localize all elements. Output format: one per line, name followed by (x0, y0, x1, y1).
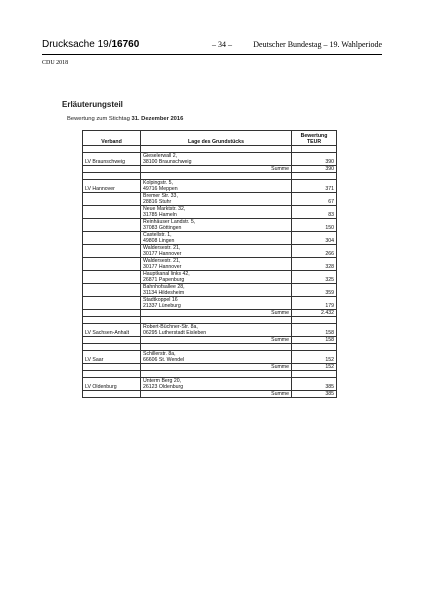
verband-cell-empty (83, 284, 141, 297)
address-street: Kolpingstr. 5, (143, 180, 173, 186)
group-spacer (83, 344, 337, 351)
sum-row (83, 391, 337, 398)
value-cell: 328 (292, 258, 337, 271)
page-header (42, 39, 382, 53)
verband-cell: LV Braunschweig (83, 153, 141, 166)
sum-row (83, 166, 337, 173)
spacer-cell (83, 371, 141, 378)
address-cell (141, 219, 292, 232)
table-row (83, 258, 337, 271)
group-spacer (83, 317, 337, 324)
address-street: Robert-Büchner-Str. 8a, (143, 324, 198, 330)
table-row (83, 297, 337, 310)
address-cell (141, 378, 292, 391)
page-number: – 34 – (212, 40, 232, 49)
value-cell: 83 (292, 206, 337, 219)
address-street: Hauptkanal links 42, (143, 271, 190, 277)
verband-cell-empty (83, 258, 141, 271)
spacer-cell (141, 344, 292, 351)
table-row (83, 378, 337, 391)
header-bewertung-label: Bewertung (300, 133, 328, 139)
spacer-cell (292, 344, 337, 351)
address-cell (141, 245, 292, 258)
address-street: Castellstr. 1, (143, 232, 172, 238)
value-cell: 179 (292, 297, 337, 310)
address-city: 26871 Papenburg (143, 277, 185, 283)
address-street: Reinhäuser Landstr. 5, (143, 219, 196, 225)
sum-empty-cell (83, 364, 141, 371)
property-table (82, 130, 336, 398)
value-cell: 67 (292, 193, 337, 206)
party-year-label: CDU 2018 (42, 60, 69, 66)
table-row (83, 351, 337, 364)
header-bewertung (292, 131, 337, 146)
address-city: 30177 Hannover (143, 264, 182, 270)
address-street: Bremer Str. 33, (143, 193, 178, 199)
sum-label: Summe (141, 166, 292, 173)
table-row (83, 206, 337, 219)
table-row (83, 324, 337, 337)
table-row (83, 271, 337, 284)
address-street: Schillerstr. 8a, (143, 351, 176, 357)
address-cell (141, 206, 292, 219)
verband-cell-empty (83, 206, 141, 219)
value-cell: 152 (292, 351, 337, 364)
sum-empty-cell (83, 310, 141, 317)
address-city: 26123 Oldenburg (143, 384, 184, 390)
address-cell (141, 232, 292, 245)
sum-value: 158 (292, 337, 337, 344)
group-spacer (83, 371, 337, 378)
address-cell (141, 153, 292, 166)
sum-row (83, 310, 337, 317)
address-street: Gieselerwall 2, (143, 153, 178, 159)
verband-cell-empty (83, 193, 141, 206)
document-reference (42, 39, 139, 50)
sum-value: 385 (292, 391, 337, 398)
address-city: 21337 Lüneburg (143, 303, 181, 309)
address-street: Bahnhofsallee 28, (143, 284, 185, 290)
verband-cell: LV Saar (83, 351, 141, 364)
sum-empty-cell (83, 391, 141, 398)
header-lage: Lage des Grundstücks (141, 131, 292, 146)
sum-row (83, 364, 337, 371)
table-row (83, 193, 337, 206)
address-city: 38100 Braunschweig (143, 159, 192, 165)
sum-label: Summe (141, 337, 292, 344)
section-title: Erläuterungsteil (62, 100, 123, 109)
address-city: 06295 Lutherstadt Eisleben (143, 330, 207, 336)
address-city: 66606 St. Wendel (143, 357, 185, 363)
sum-empty-cell (83, 337, 141, 344)
value-cell: 385 (292, 378, 337, 391)
address-city: 49716 Meppen (143, 186, 178, 192)
sum-label: Summe (141, 391, 292, 398)
spacer-cell (83, 173, 141, 180)
valuation-note (67, 116, 183, 122)
sum-label: Summe (141, 310, 292, 317)
address-cell (141, 193, 292, 206)
sum-value: 2.432 (292, 310, 337, 317)
sum-label: Summe (141, 364, 292, 371)
spacer-cell (141, 173, 292, 180)
spacer-cell (292, 371, 337, 378)
address-cell (141, 271, 292, 284)
spacer-cell (83, 317, 141, 324)
address-city: 28816 Stuhr (143, 199, 172, 205)
value-cell: 359 (292, 284, 337, 297)
address-city: 31785 Hameln (143, 212, 177, 218)
value-cell: 371 (292, 180, 337, 193)
address-street: Waldersestr. 21, (143, 258, 181, 264)
verband-cell: LV Oldenburg (83, 378, 141, 391)
value-cell: 304 (292, 232, 337, 245)
sum-empty-cell (83, 166, 141, 173)
group-spacer (83, 173, 337, 180)
verband-cell-empty (83, 232, 141, 245)
spacer-cell (292, 173, 337, 180)
publisher: Deutscher Bundestag – 19. Wahlperiode (253, 40, 382, 49)
address-cell (141, 351, 292, 364)
verband-cell-empty (83, 245, 141, 258)
spacer-cell (83, 344, 141, 351)
group-spacer (83, 146, 337, 153)
address-city: 49808 Lingen (143, 238, 175, 244)
table-row (83, 284, 337, 297)
address-city: 31134 Hildesheim (143, 290, 185, 296)
value-cell: 158 (292, 324, 337, 337)
address-cell (141, 284, 292, 297)
verband-cell-empty (83, 271, 141, 284)
spacer-cell (292, 146, 337, 153)
sum-value: 152 (292, 364, 337, 371)
header-verband: Verband (83, 131, 141, 146)
address-city: 30177 Hannover (143, 251, 182, 257)
address-city: 37083 Göttingen (143, 225, 182, 231)
table-row (83, 232, 337, 245)
address-street: Neue Marktstr. 32, (143, 206, 186, 212)
doc-label: Drucksache 19/ (42, 39, 112, 50)
address-cell (141, 297, 292, 310)
table-row (83, 219, 337, 232)
table-header-row (83, 131, 337, 146)
valuation-prefix: Bewertung zum Stichtag (67, 116, 130, 122)
doc-number: 16760 (111, 39, 140, 50)
address-street: Stadtkoppel 16 (143, 297, 178, 303)
verband-cell-empty (83, 297, 141, 310)
value-cell: 390 (292, 153, 337, 166)
valuation-date: 31. Dezember 2016 (131, 116, 184, 122)
verband-cell: LV Hannover (83, 180, 141, 193)
table-row (83, 153, 337, 166)
value-cell: 325 (292, 271, 337, 284)
sum-value: 390 (292, 166, 337, 173)
spacer-cell (141, 146, 292, 153)
header-rule (42, 54, 382, 55)
address-cell (141, 180, 292, 193)
verband-cell: LV Sachsen-Anhalt (83, 324, 141, 337)
address-street: Waldersestr. 21, (143, 245, 181, 251)
spacer-cell (141, 317, 292, 324)
address-cell (141, 258, 292, 271)
spacer-cell (83, 146, 141, 153)
sum-row (83, 337, 337, 344)
address-cell (141, 324, 292, 337)
table-row (83, 180, 337, 193)
table-row (83, 245, 337, 258)
address-street: Unterm Berg 20, (143, 378, 182, 384)
header-unit: TEUR (306, 139, 322, 145)
spacer-cell (141, 371, 292, 378)
verband-cell-empty (83, 219, 141, 232)
value-cell: 266 (292, 245, 337, 258)
spacer-cell (292, 317, 337, 324)
value-cell: 150 (292, 219, 337, 232)
